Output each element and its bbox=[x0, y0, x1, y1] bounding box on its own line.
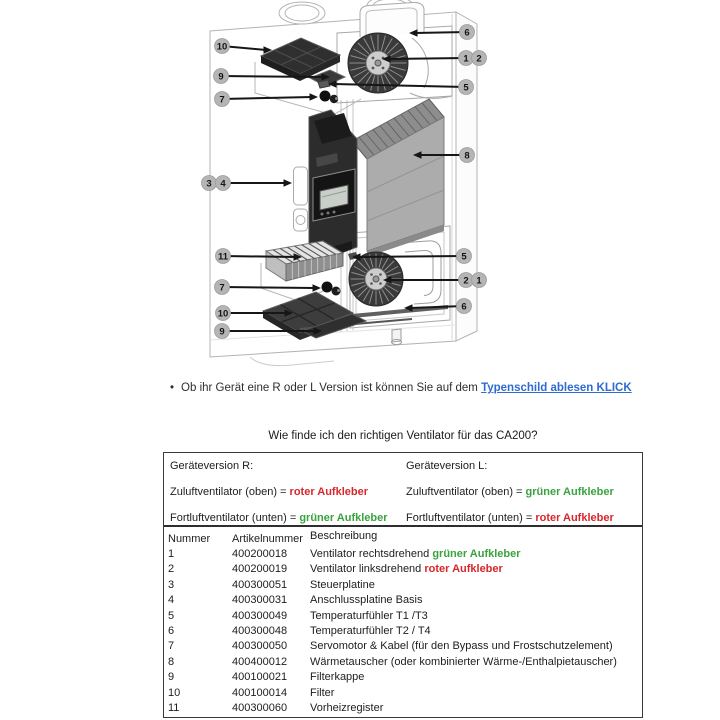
cell-artikelnummer: 400400012 bbox=[232, 655, 288, 668]
parts-row-11 bbox=[164, 701, 642, 716]
col-header-beschreibung: Beschreibung bbox=[310, 530, 378, 542]
cell-artikelnummer: 400200019 bbox=[232, 563, 288, 576]
cell-nummer: 7 bbox=[168, 640, 175, 653]
cell-beschreibung-text: Anschlussplatine Basis bbox=[310, 594, 423, 607]
cell-beschreibung bbox=[310, 686, 642, 701]
callout-number: 1 bbox=[476, 275, 482, 287]
parts-row-10 bbox=[164, 686, 642, 701]
version-line bbox=[170, 485, 406, 499]
typenschild-link[interactable]: Typenschild ablesen KLICK bbox=[481, 382, 632, 394]
cell-artikelnummer: 400300048 bbox=[232, 624, 288, 637]
cell-artikelnummer: 400300060 bbox=[232, 701, 288, 714]
sticker-label-green: grüner Aufkleber bbox=[432, 548, 521, 560]
cell-beschreibung bbox=[310, 639, 642, 654]
version-section bbox=[164, 453, 642, 525]
cell-beschreibung-text: Ventilator rechtsdrehend bbox=[310, 548, 433, 560]
cell-beschreibung bbox=[310, 578, 642, 593]
callout-number: 3 bbox=[206, 178, 212, 190]
callout-number: 1 bbox=[463, 53, 469, 65]
callout-number: 5 bbox=[463, 82, 469, 94]
sticker-label-red: roter Aufkleber bbox=[289, 486, 368, 498]
cell-artikelnummer: 400300050 bbox=[232, 640, 288, 653]
control-unit bbox=[309, 110, 357, 260]
cell-nummer: 2 bbox=[168, 563, 175, 576]
version-line bbox=[406, 511, 642, 525]
parts-row-8 bbox=[164, 655, 642, 670]
cell-nummer: 10 bbox=[168, 686, 181, 699]
parts-section bbox=[164, 525, 642, 716]
version-column-l bbox=[406, 459, 642, 525]
cell-nummer: 8 bbox=[168, 655, 175, 668]
callout-number: 2 bbox=[463, 275, 469, 287]
version-line-prefix: Zuluftventilator (oben) = bbox=[170, 486, 290, 498]
note-text: Ob ihr Gerät eine R oder L Version ist können Sie auf dem bbox=[181, 382, 482, 394]
cell-artikelnummer: 400300051 bbox=[232, 578, 288, 591]
parts-row-5 bbox=[164, 609, 642, 624]
cell-beschreibung-text: Servomotor & Kabel (für den Bypass und Frostschutzelement) bbox=[310, 640, 613, 653]
cell-beschreibung-text: Ventilator linksdrehend bbox=[310, 563, 425, 576]
sticker-label-green: grüner Aufkleber bbox=[525, 486, 614, 498]
version-line-prefix: Fortluftventilator (unten) = bbox=[406, 512, 536, 524]
cell-nummer: 11 bbox=[168, 701, 180, 714]
callout-number: 6 bbox=[461, 301, 467, 313]
col-header-artikelnummer: Artikelnummer bbox=[232, 533, 303, 545]
callout-number: 4 bbox=[220, 178, 226, 190]
cell-beschreibung-text: Temperaturfühler T2 / T4 bbox=[310, 624, 431, 637]
parts-row-4 bbox=[164, 593, 642, 608]
cell-nummer: 4 bbox=[168, 594, 175, 607]
servomotor-top bbox=[320, 91, 331, 102]
version-line-prefix: Zuluftventilator (oben) = bbox=[406, 486, 526, 498]
bullet-icon: • bbox=[170, 382, 175, 394]
callout-number: 5 bbox=[461, 251, 467, 263]
version-title: Geräteversion R: bbox=[170, 460, 254, 472]
cell-beschreibung-text: Steuerplatine bbox=[310, 578, 375, 591]
cell-beschreibung bbox=[310, 547, 642, 562]
callout-number: 11 bbox=[217, 251, 229, 263]
cell-nummer: 3 bbox=[168, 578, 175, 591]
callout-number: 2 bbox=[476, 53, 482, 65]
parts-row-2 bbox=[164, 562, 642, 577]
section-heading: Wie finde ich den richtigen Ventilator für das CA200? bbox=[268, 430, 538, 442]
parts-row-9 bbox=[164, 670, 642, 685]
cell-beschreibung bbox=[310, 701, 642, 716]
parts-header-row bbox=[164, 532, 642, 547]
cell-beschreibung bbox=[310, 593, 642, 608]
cell-nummer: 5 bbox=[168, 609, 175, 622]
callout-number: 9 bbox=[219, 326, 225, 338]
cell-artikelnummer: 400100014 bbox=[232, 686, 288, 699]
callout-number: 7 bbox=[219, 282, 225, 294]
sticker-label-red: roter Aufkleber bbox=[535, 512, 614, 524]
callout-number: 10 bbox=[216, 41, 228, 53]
parts-row-7 bbox=[164, 639, 642, 654]
servomotor-bottom bbox=[322, 282, 333, 293]
cell-beschreibung-text: Wärmetauscher (oder kombinierter Wärme-/Enthalpietauscher) bbox=[310, 655, 617, 668]
callout-number: 6 bbox=[464, 27, 470, 39]
callout-number: 9 bbox=[218, 71, 224, 83]
cell-beschreibung bbox=[310, 624, 642, 639]
cell-beschreibung bbox=[310, 655, 642, 670]
info-table bbox=[163, 452, 643, 718]
version-line bbox=[170, 511, 406, 525]
sticker-label-red: roter Aufkleber bbox=[424, 563, 503, 576]
version-line-prefix: Fortluftventilator (unten) = bbox=[170, 512, 300, 524]
version-column-r bbox=[170, 459, 406, 525]
cell-artikelnummer: 400200018 bbox=[232, 548, 288, 560]
cell-beschreibung-text: Temperaturfühler T1 /T3 bbox=[310, 609, 428, 622]
cell-beschreibung-text: Filter bbox=[310, 686, 335, 699]
cell-beschreibung bbox=[310, 609, 642, 624]
cell-nummer: 9 bbox=[168, 671, 175, 684]
cell-beschreibung-text: Vorheizregister bbox=[310, 701, 384, 714]
cell-nummer: 1 bbox=[168, 548, 175, 560]
cell-beschreibung bbox=[310, 670, 642, 685]
parts-row-1 bbox=[164, 547, 642, 562]
cell-beschreibung bbox=[310, 562, 642, 577]
sticker-label-green: grüner Aufkleber bbox=[299, 512, 388, 524]
parts-row-6 bbox=[164, 624, 642, 639]
version-title: Geräteversion L: bbox=[406, 460, 488, 472]
callout-number: 8 bbox=[464, 150, 470, 162]
version-line bbox=[406, 485, 642, 499]
cell-artikelnummer: 400100021 bbox=[232, 671, 288, 684]
cell-artikelnummer: 400300049 bbox=[232, 609, 288, 622]
callout-number: 7 bbox=[219, 94, 225, 106]
parts-rows bbox=[164, 547, 642, 716]
callout-number: 10 bbox=[217, 308, 229, 320]
cell-beschreibung-text: Filterkappe bbox=[310, 671, 365, 684]
note-bullet-item bbox=[170, 382, 632, 394]
parts-row-3 bbox=[164, 578, 642, 593]
col-header-nummer: Nummer bbox=[168, 533, 211, 545]
cell-artikelnummer: 400300031 bbox=[232, 594, 288, 607]
cell-nummer: 6 bbox=[168, 624, 175, 637]
